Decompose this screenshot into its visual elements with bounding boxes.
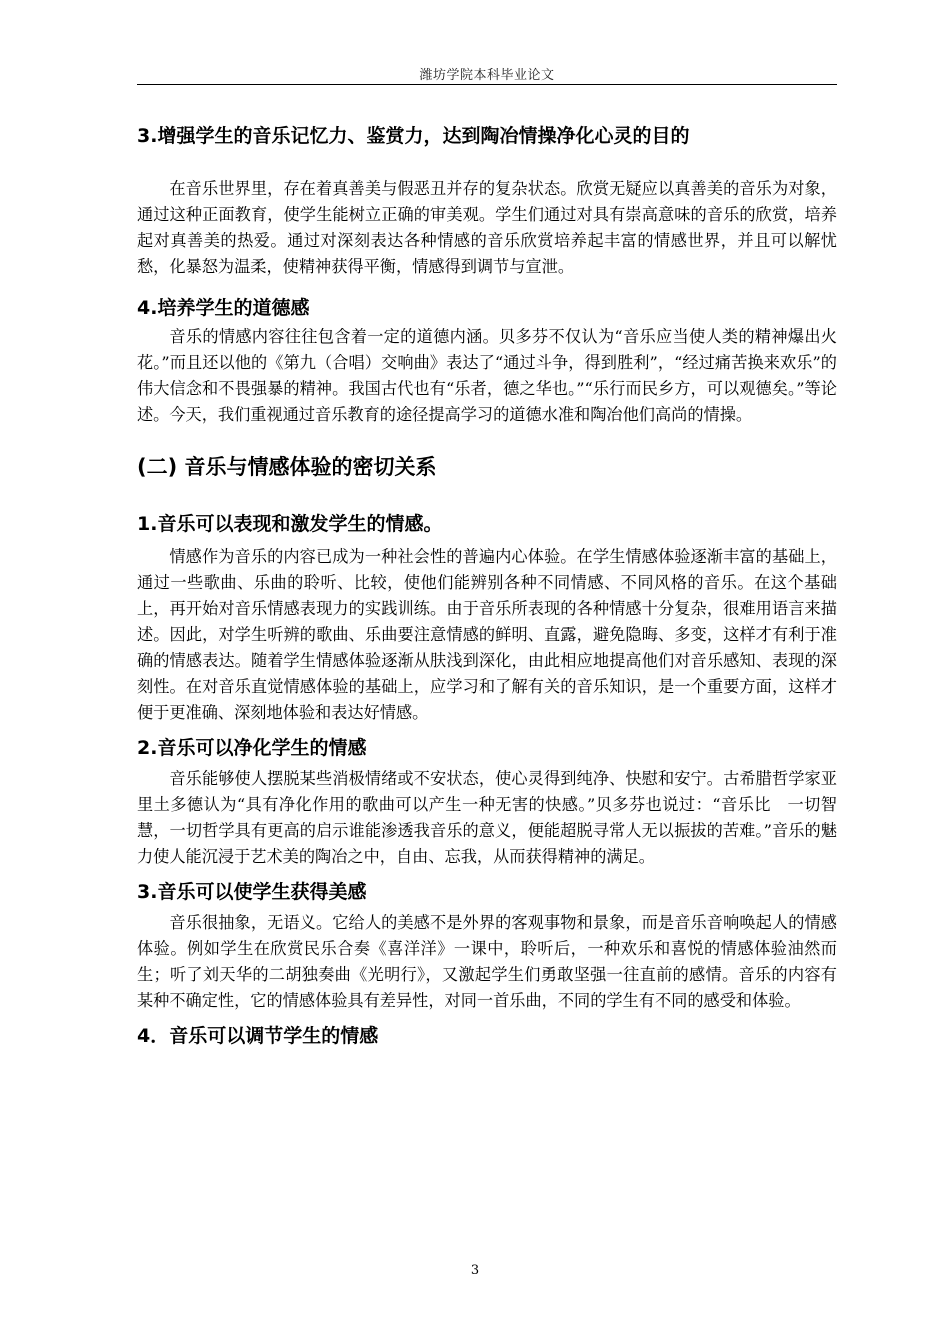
subsection-paragraph-express: 情感作为音乐的内容已成为一种社会性的普遍内心体验。在学生情感体验逐渐丰富的基础上，通过一些歌曲、乐曲的聆听、比较，使他们能辨别各种不同情感、不同风格的音乐。在这个基础上，再开始对音乐情感表现力的实践训练。由于音乐所表现的各种情感十分复杂，很难用语言来描述。因此，对学生听辨的歌曲、乐曲要注意情感的鲜明、直露，避免隐晦、多变，这样才有利于准确的情感表达。随着学生情感体验逐渐从肤浅到深化，由此相应地提高他们对音乐感知、表现的深刻性。在对音乐直觉情感体验的基础上，应学习和了解有关的音乐知识，是一个重要方面，这样才便于更准确、深刻地体验和表达好情感。 [137,547,837,722]
running-header: 潍坊学院本科毕业论文 [419,68,555,83]
subsection-heading-beauty: 3.音乐可以使学生获得美感 [137,881,367,903]
subsection-paragraph-beauty: 音乐很抽象，无语义。它给人的美感不是外界的客观事物和景象，而是音乐音响唤起人的情感体验。例如学生在欣赏民乐合奏《喜洋洋》一课中，聆听后，一种欢乐和喜悦的情感体验油然而生；听了刘天华的二胡独奏曲《光明行》，又激起学生们勇敢坚强一往直前的感情。音乐的内容有某种不确定性，它的情感体验具有差异性，对同一首乐曲，不同的学生有不同的感受和体验。 [137,913,837,1010]
section-paragraph-moral: 音乐的情感内容往往包含着一定的道德内涵。贝多芬不仅认为“音乐应当使人类的精神爆出火花。”而且还以他的《第九（合唱）交响曲》表达了“通过斗争，得到胜利”，“经过痛苦换来欢乐”的伟大信念和不畏强暴的精神。我国古代也有“乐者，德之华也。”“乐行而民乡方，可以观德矣。”等论述。今天，我们重视通过音乐教育的途径提高学习的道德水准和陶冶他们高尚的情操。 [137,327,837,424]
subsection-paragraph-purify: 音乐能够使人摆脱某些消极情绪或不安状态，使心灵得到纯净、快慰和安宁。古希腊哲学家亚里土多德认为“具有净化作用的歌曲可以产生一种无害的快感。”贝多芬也说过：“音乐比 一切智慧，一切哲学具有更高的启示谁能渗透我音乐的意义，便能超脱寻常人无以振拔的苦难。”音乐的魅力使人能沉浸于艺术美的陶冶之中，自由、忘我，从而获得精神的满足。 [137,769,837,866]
page-number: 3 [470,1263,480,1278]
section-heading-moral: 4.培养学生的道德感 [137,297,310,319]
section-heading-memory: 3.增强学生的音乐记忆力、鉴赏力，达到陶冶情操净化心灵的目的 [137,125,690,147]
header-divider [137,84,837,85]
body-content [137,118,837,1050]
subsection-heading-regulate: 4．音乐可以调节学生的情感 [137,1025,379,1047]
subsection-heading-purify: 2.音乐可以净化学生的情感 [137,737,367,759]
major-section-heading: (二) 音乐与情感体验的密切关系 [137,455,437,479]
section-paragraph-memory: 在音乐世界里，存在着真善美与假恶丑并存的复杂状态。欣赏无疑应以真善美的音乐为对象，通过这种正面教育，使学生能树立正确的审美观。学生们通过对具有崇高意味的音乐的欣赏，培养起对真善美的热爱。通过对深刻表达各种情感的音乐欣赏培养起丰富的情感世界，并且可以解忧愁，化暴怒为温柔，使精神获得平衡，情感得到调节与宣泄。 [137,179,837,276]
subsection-heading-express: 1.音乐可以表现和激发学生的情感。 [137,513,443,535]
